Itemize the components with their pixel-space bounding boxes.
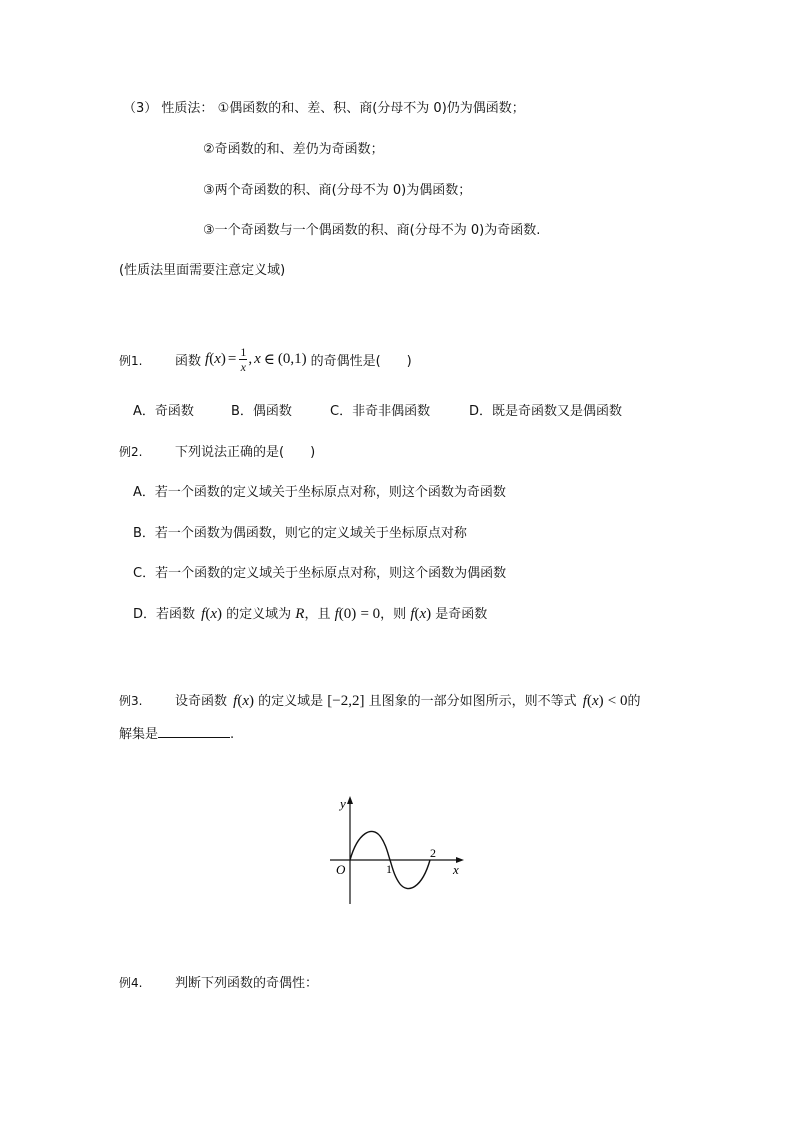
function-var: x bbox=[214, 350, 221, 367]
function-graph bbox=[320, 792, 470, 908]
tick-label-2: 2 bbox=[430, 846, 436, 860]
rule-1: ①偶函数的和、差、积、商(分母不为 0)仍为偶函数； bbox=[217, 101, 525, 116]
example-3-question: 设奇函数 f(x) 的定义域是 [−2,2] 且图象的一部分如图所示，则不等式 f(x) < 0的 bbox=[175, 693, 641, 709]
example-2-option-c[interactable]: C．若一个函数的定义域关于坐标原点对称，则这个函数为偶函数 bbox=[133, 566, 507, 581]
example-3-label: 例3. bbox=[119, 694, 143, 708]
real-set-symbol: R bbox=[295, 606, 305, 622]
function-name: f bbox=[205, 350, 210, 367]
rule-4: ③一个奇函数与一个偶函数的积、商(分母不为 0)为奇函数. bbox=[203, 223, 541, 238]
section-label: （3） bbox=[123, 101, 158, 116]
rule-3: ③两个奇函数的积、商(分母不为 0)为偶函数； bbox=[203, 183, 472, 198]
function-domain: (0,1) bbox=[277, 350, 307, 367]
domain-interval: [−2,2] bbox=[327, 693, 365, 709]
y-axis-label: y bbox=[340, 796, 346, 811]
example-1-prefix: 函数 bbox=[175, 353, 202, 369]
origin-label: O bbox=[336, 862, 346, 877]
example-1-option-a[interactable]: A．奇函数 bbox=[133, 404, 194, 419]
example-4-text: 判断下列函数的奇偶性： bbox=[175, 976, 319, 991]
example-2-option-d[interactable]: D．若函数 f(x) 的定义域为 R，且 f(0) = 0，则 f(x) 是奇函数 bbox=[133, 606, 488, 622]
example-2-label: 例2. bbox=[119, 445, 143, 459]
section-title: 性质法： bbox=[161, 101, 214, 116]
fraction bbox=[239, 346, 247, 373]
rule-2: ②奇函数的和、差仍为奇函数； bbox=[203, 142, 384, 157]
example-1-option-c[interactable]: C．非奇非偶函数 bbox=[330, 404, 431, 419]
example-2-option-a[interactable]: A．若一个函数的定义域关于坐标原点对称，则这个函数为奇函数 bbox=[133, 485, 506, 500]
example-1-question: 函数 f ( x ) = $\frac{1}{x}$ , x ∈ (0,1) 的奇偶性是( ) bbox=[175, 344, 412, 374]
example-2-option-b[interactable]: B．若一个函数为偶函数，则它的定义域关于坐标原点对称 bbox=[133, 526, 467, 541]
example-1-label: 例1. bbox=[119, 354, 143, 368]
example-2-question: 下列说法正确的是( ) bbox=[175, 445, 316, 460]
section-3-line-1 bbox=[123, 97, 525, 116]
tick-label-1: 1 bbox=[386, 862, 392, 876]
example-3-answer-line: 解集是 . bbox=[119, 727, 235, 742]
x-axis-label: x bbox=[453, 862, 459, 877]
example-1-option-b[interactable]: B．偶函数 bbox=[231, 404, 292, 419]
y-axis-arrow bbox=[347, 796, 353, 804]
section-note: (性质法里面需要注意定义域) bbox=[119, 263, 286, 278]
fraction-numerator: 1 bbox=[240, 344, 247, 359]
answer-blank[interactable] bbox=[158, 727, 230, 738]
fraction-denominator: x bbox=[240, 359, 246, 374]
example-1-option-d[interactable]: D．既是奇函数又是偶函数 bbox=[469, 404, 623, 419]
example-1-suffix: 的奇偶性是( ) bbox=[310, 353, 412, 369]
example-4-label: 例4. bbox=[119, 976, 143, 990]
